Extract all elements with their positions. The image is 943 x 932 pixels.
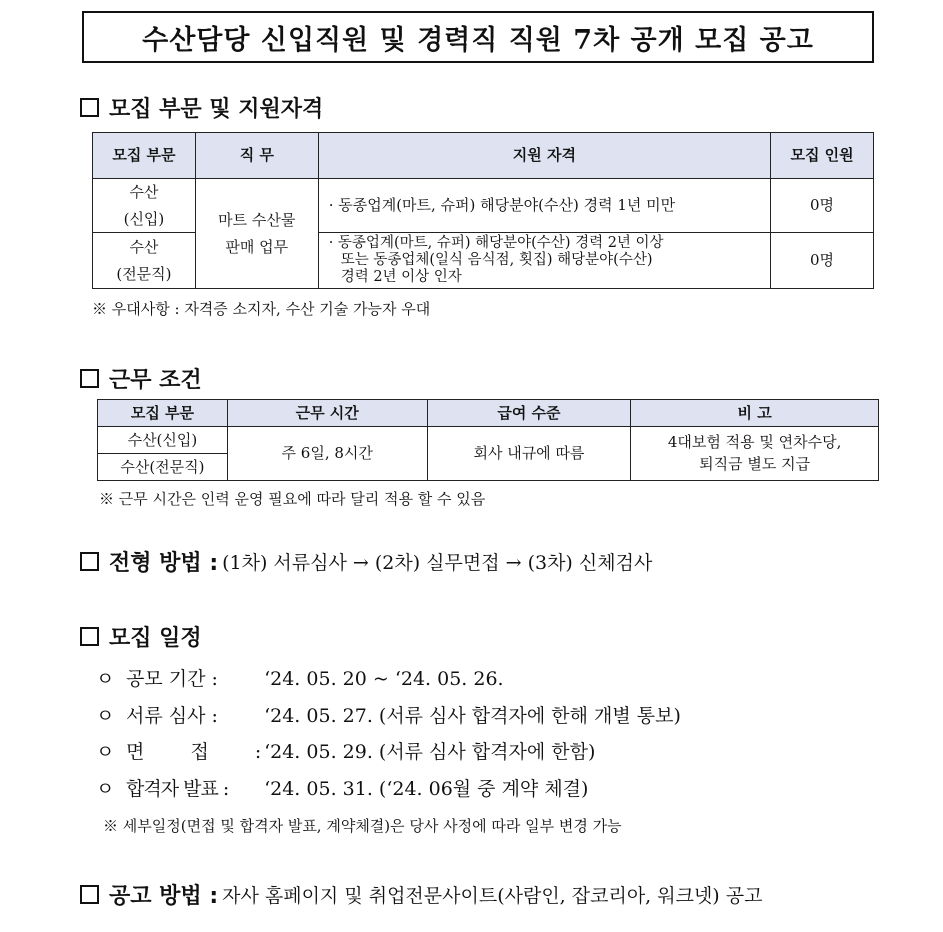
table-header: 직 무: [195, 133, 318, 179]
qualification-cell: · 동종업계(마트, 슈퍼) 해당분야(수산) 경력 2년 이상 또는 동종업체(일식 음식점, 횟집) 해당분야(수산) 경력 2년 이상 인자: [318, 233, 770, 289]
checkbox-square-icon: [80, 885, 99, 904]
announcement-method: 자사 홈페이지 및 취업전문사이트(사람인, 잡코리아, 워크넷) 공고: [222, 885, 763, 907]
schedule-item: ㅇ 면 접 : ‘24. 05. 29. (서류 심사 합격자에 한함): [96, 737, 595, 764]
hours-cell: 주 6일, 8시간: [227, 427, 427, 481]
count-cell: 0명: [771, 233, 874, 289]
conditions-table: [97, 399, 879, 481]
checkbox-square-icon: [80, 369, 99, 388]
table-row: [98, 427, 879, 454]
section-schedule-heading: [80, 621, 202, 652]
section-selection-heading: [80, 546, 652, 577]
circle-bullet-icon: ㅇ: [96, 705, 115, 727]
table-header: 비 고: [631, 400, 879, 427]
table-header: 모집 인원: [771, 133, 874, 179]
page-title: 수산담당 신입직원 및 경력직 직원 7차 공개 모집 공고: [142, 24, 814, 56]
checkbox-square-icon: [80, 552, 99, 571]
section-title: 모집 부문 및 지원자격: [109, 97, 324, 122]
job-cell: 마트 수산물 판매 업무: [195, 179, 318, 289]
table-header: 급여 수준: [427, 400, 631, 427]
remark-cell: 4대보험 적용 및 연차수당, 퇴직금 별도 지급: [631, 427, 879, 481]
checkbox-square-icon: [80, 98, 99, 117]
schedule-note: ※ 세부일정(면접 및 합격자 발표, 계약체결)은 당사 사정에 따라 일부 변경 가능: [103, 817, 622, 835]
section-title: 모집 일정: [109, 626, 202, 651]
dept-cell: 수산(신입): [98, 427, 228, 454]
table-header-row: [98, 400, 879, 427]
circle-bullet-icon: ㅇ: [96, 778, 115, 800]
section-recruitment-heading: [80, 92, 323, 123]
hours-note: ※ 근무 시간은 인력 운영 필요에 따라 달리 적용 할 수 있음: [99, 490, 486, 508]
preference-note: ※ 우대사항 : 자격증 소지자, 수산 기술 가능자 우대: [92, 300, 431, 318]
count-cell: 0명: [771, 179, 874, 233]
table-header: 근무 시간: [227, 400, 427, 427]
table-header: 지원 자격: [318, 133, 770, 179]
section-title: 전형 방법 :: [109, 551, 219, 576]
table-row: [93, 179, 874, 233]
salary-cell: 회사 내규에 따름: [427, 427, 631, 481]
circle-bullet-icon: ㅇ: [96, 668, 115, 690]
section-announcement-heading: [80, 879, 762, 910]
table-header: 모집 부문: [98, 400, 228, 427]
dept-cell: 수산(전문직): [98, 454, 228, 481]
section-title: 공고 방법 :: [109, 884, 219, 909]
qualification-cell: · 동종업계(마트, 슈퍼) 해당분야(수산) 경력 1년 미만: [318, 179, 770, 233]
table-header: 모집 부문: [93, 133, 196, 179]
schedule-item: ㅇ 합격자 발표 : ‘24. 05. 31. (‘24. 06월 중 계약 체결): [96, 774, 588, 801]
table-header-row: [93, 133, 874, 179]
circle-bullet-icon: ㅇ: [96, 741, 115, 763]
dept-cell: 수산 (전문직): [93, 233, 196, 289]
section-conditions-heading: [80, 363, 202, 394]
schedule-item: ㅇ 공모 기간 : ‘24. 05. 20 ~ ‘24. 05. 26.: [96, 664, 504, 691]
dept-cell: 수산 (신입): [93, 179, 196, 233]
schedule-item: ㅇ 서류 심사 : ‘24. 05. 27. (서류 심사 합격자에 한해 개별 통보): [96, 701, 681, 728]
selection-process: (1차) 서류심사 → (2차) 실무면접 → (3차) 신체검사: [222, 552, 653, 574]
recruitment-table: [92, 132, 874, 289]
title-box: [82, 11, 874, 63]
section-title: 근무 조건: [109, 368, 202, 393]
checkbox-square-icon: [80, 627, 99, 646]
